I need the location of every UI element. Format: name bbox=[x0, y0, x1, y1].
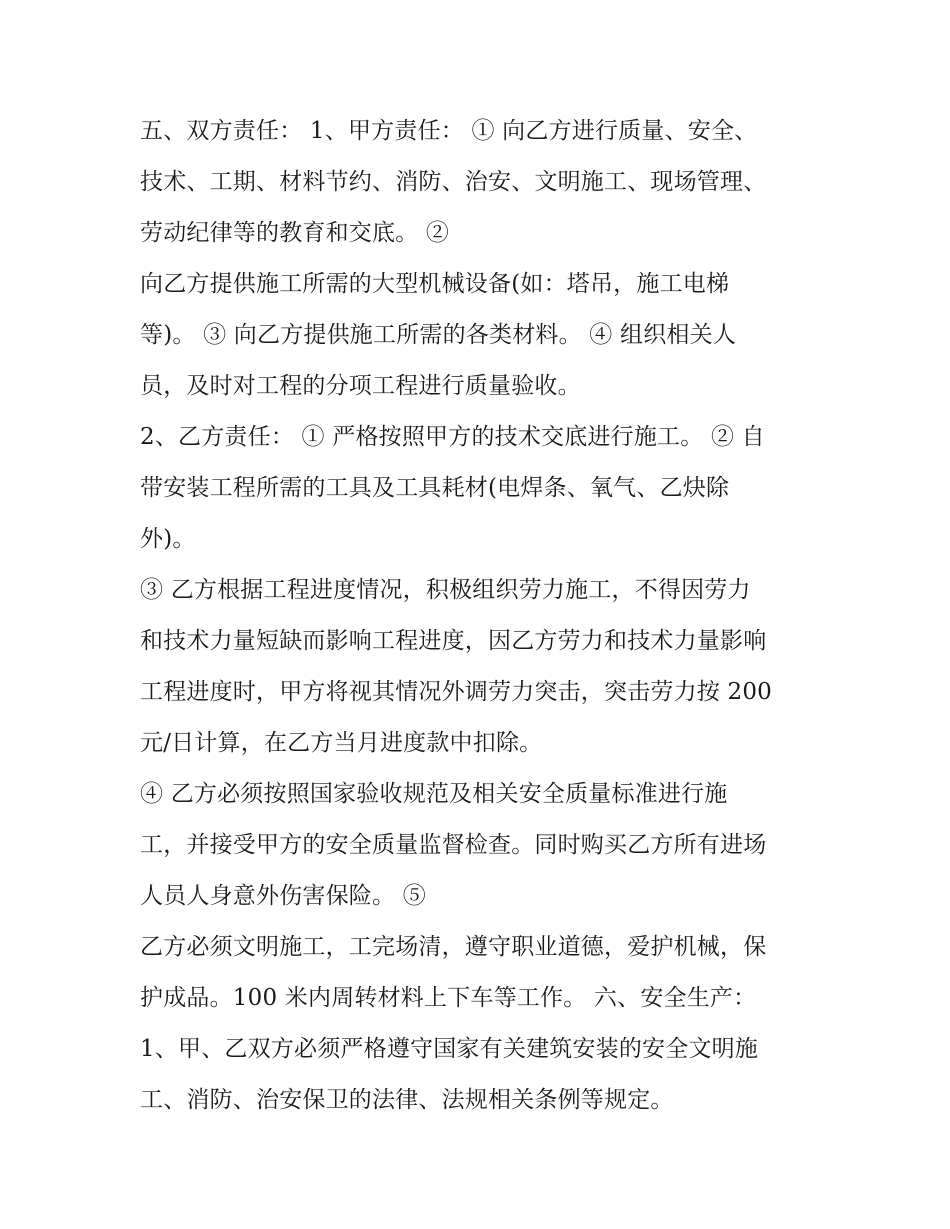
text-line: 工、消防、治安保卫的法律、法规相关条例等规定。 bbox=[140, 1087, 674, 1113]
text-line: 元/日计算，在乙方当月进度款中扣除。 bbox=[140, 730, 543, 756]
document-body bbox=[140, 106, 830, 1126]
text-line: 等)。 ③ 向乙方提供施工所需的各类材料。 ④ 组织相关人 bbox=[140, 322, 737, 348]
text-line: ③ 乙方根据工程进度情况，积极组织劳力施工，不得因劳力 bbox=[140, 577, 751, 603]
text-line: 工，并接受甲方的安全质量监督检查。同时购买乙方所有进场 bbox=[140, 832, 767, 858]
text-line: 劳动纪律等的教育和交底。 ② bbox=[140, 220, 450, 246]
text-line: 带安装工程所需的工具及工具耗材(电焊条、氧气、乙炔除 bbox=[140, 475, 730, 501]
text-line: 1、甲、乙双方必须严格遵守国家有关建筑安装的安全文明施 bbox=[140, 1036, 759, 1062]
text-line: 工程进度时，甲方将视其情况外调劳力突击，突击劳力按 200 bbox=[140, 679, 773, 705]
text-line: ④ 乙方必须按照国家验收规范及相关安全质量标准进行施 bbox=[140, 781, 728, 807]
text-line: 2、乙方责任： ① 严格按照甲方的技术交底进行施工。 ② 自 bbox=[140, 424, 765, 450]
text-line: 外)。 bbox=[140, 526, 196, 552]
text-line: 人员人身意外伤害保险。 ⑤ bbox=[140, 883, 426, 909]
text-line: 和技术力量短缺而影响工程进度，因乙方劳力和技术力量影响 bbox=[140, 628, 767, 654]
text-line: 乙方必须文明施工，工完场清，遵守职业道德，爱护机械，保 bbox=[140, 934, 767, 960]
text-line: 技术、工期、材料节约、消防、治安、文明施工、现场管理、 bbox=[140, 169, 767, 195]
text-line: 向乙方提供施工所需的大型机械设备(如：塔吊，施工电梯 bbox=[140, 271, 730, 297]
text-line: 五、双方责任： 1、甲方责任： ① 向乙方进行质量、安全、 bbox=[140, 118, 758, 144]
text-line: 员，及时对工程的分项工程进行质量验收。 bbox=[140, 373, 581, 399]
text-line: 护成品。100 米内周转材料上下车等工作。 六、安全生产： bbox=[140, 985, 757, 1011]
